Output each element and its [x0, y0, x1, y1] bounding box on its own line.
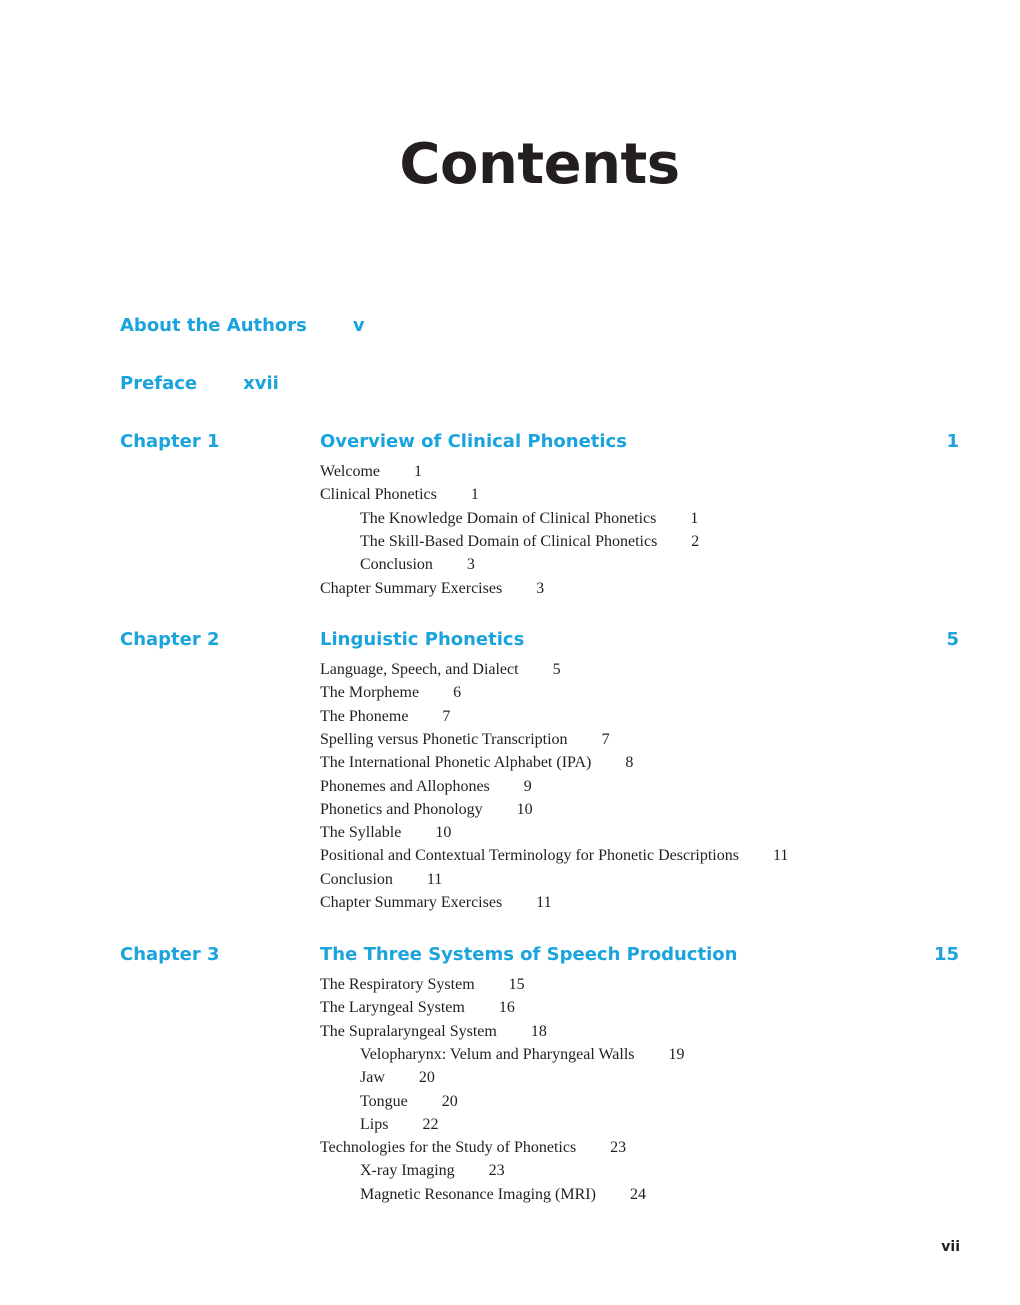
front-matter-page: v — [352, 315, 365, 336]
chapter-page: 15 — [933, 944, 959, 965]
chapter-title: Linguistic Phonetics — [320, 629, 525, 650]
toc-entry — [320, 800, 533, 820]
toc-entry-page: 11 — [426, 870, 443, 888]
toc-entry — [320, 1138, 626, 1158]
toc-entry — [360, 555, 475, 575]
chapter-title: Overview of Clinical Phonetics — [320, 431, 627, 452]
toc-entry-title: Chapter Summary Exercises — [320, 894, 503, 911]
toc-entry-title: Tongue — [360, 1092, 408, 1110]
chapter-title: The Three Systems of Speech Production — [320, 944, 738, 965]
toc-entry-page: 7 — [601, 730, 610, 748]
toc-entry-page: 20 — [441, 1092, 458, 1110]
toc-entry — [360, 532, 699, 552]
toc-entry — [360, 509, 698, 529]
toc-entry — [320, 777, 532, 797]
toc-entry — [320, 846, 788, 866]
toc-entry — [320, 870, 442, 890]
toc-entry-title: The International Phonetic Alphabet (IPA) — [320, 754, 592, 772]
toc-entry-page: 8 — [625, 754, 634, 772]
toc-entry-page: 11 — [536, 894, 552, 911]
toc-entry-title: The Skill-Based Domain of Clinical Phonetics — [360, 532, 658, 550]
chapter-page: 1 — [946, 431, 959, 452]
toc-entry-title: Magnetic Resonance Imaging (MRI) — [360, 1185, 596, 1203]
toc-entry-page: 6 — [453, 684, 462, 702]
chapter-label: Chapter 2 — [120, 629, 220, 650]
toc-entry — [320, 462, 422, 482]
chapter-label: Chapter 3 — [120, 944, 220, 965]
toc-entry — [320, 707, 450, 727]
toc-entry-page: 2 — [691, 532, 700, 550]
toc-entry-page: 1 — [414, 463, 423, 480]
toc-entry — [320, 579, 544, 599]
toc-entry-page: 1 — [470, 486, 479, 504]
toc-entry — [320, 998, 515, 1018]
toc-entry-title: Chapter Summary Exercises — [320, 579, 503, 597]
toc-entry-title: Velopharynx: Velum and Pharyngeal Walls — [360, 1045, 635, 1063]
toc-entry-page: 5 — [552, 661, 561, 678]
toc-entry-title: Phonetics and Phonology — [320, 800, 483, 818]
front-matter-entry — [120, 373, 279, 395]
toc-entry — [360, 1092, 458, 1112]
toc-entry-page: 9 — [523, 777, 532, 795]
toc-entry-page: 1 — [690, 509, 699, 527]
toc-entry-title: Conclusion — [360, 556, 433, 574]
toc-entry — [360, 1115, 438, 1135]
toc-entry-page: 23 — [488, 1162, 505, 1180]
toc-entry — [320, 1022, 547, 1042]
toc-entry-title: Jaw — [360, 1069, 385, 1087]
page-number: vii — [941, 1239, 960, 1255]
toc-entry-title: Language, Speech, and Dialect — [320, 661, 519, 678]
toc-entry-title: Welcome — [320, 463, 381, 480]
toc-entry — [360, 1068, 435, 1088]
toc-entry-page: 16 — [498, 999, 515, 1017]
toc-entry-title: X-ray Imaging — [360, 1162, 455, 1180]
toc-entry-title: The Laryngeal System — [320, 999, 465, 1017]
toc-entry — [360, 1045, 685, 1065]
toc-entry-title: The Syllable — [320, 824, 402, 842]
toc-entry-title: Spelling versus Phonetic Transcription — [320, 730, 568, 748]
front-matter-entry — [120, 315, 365, 337]
toc-entry — [360, 1161, 505, 1181]
toc-entry-title: Lips — [360, 1115, 389, 1133]
toc-entry-page: 18 — [530, 1022, 547, 1040]
front-matter-label: About the Authors — [120, 315, 307, 336]
toc-entry-page: 15 — [508, 976, 525, 993]
page-title: Contents — [399, 132, 680, 197]
toc-entry-page: 11 — [772, 847, 789, 865]
toc-entry — [320, 485, 479, 505]
toc-entry-page: 3 — [466, 556, 475, 574]
toc-entry — [320, 660, 561, 680]
toc-entry — [320, 683, 461, 703]
toc-entry — [320, 893, 552, 913]
toc-entry-title: The Respiratory System — [320, 976, 475, 993]
toc-entry — [320, 730, 610, 750]
toc-entry-title: Positional and Contextual Terminology for Phonetic Descriptions — [320, 847, 739, 865]
toc-entry — [320, 823, 451, 843]
toc-entry-page: 19 — [668, 1045, 685, 1063]
toc-entry-page: 24 — [629, 1185, 646, 1203]
toc-entry-page: 10 — [516, 800, 533, 818]
toc-entry-title: Conclusion — [320, 870, 393, 888]
toc-entry-page: 10 — [435, 824, 452, 842]
toc-entry-title: Phonemes and Allophones — [320, 777, 490, 795]
toc-entry — [320, 975, 525, 995]
front-matter-label: Preface — [120, 373, 198, 394]
toc-entry-title: The Supralaryngeal System — [320, 1022, 497, 1040]
toc-entry-page: 7 — [442, 707, 451, 725]
chapter-page: 5 — [946, 629, 959, 650]
toc-entry-page: 20 — [418, 1069, 435, 1087]
front-matter-page: xvii — [243, 373, 279, 394]
toc-entry-page: 22 — [422, 1115, 439, 1133]
toc-entry-title: The Morpheme — [320, 684, 420, 702]
toc-entry-title: Clinical Phonetics — [320, 486, 437, 504]
toc-entry-page: 23 — [610, 1139, 627, 1157]
toc-entry-page: 3 — [536, 579, 545, 597]
toc-entry-title: The Phoneme — [320, 707, 409, 725]
toc-entry-title: The Knowledge Domain of Clinical Phonetics — [360, 509, 657, 527]
toc-entry — [360, 1185, 646, 1205]
toc-entry — [320, 753, 633, 773]
toc-entry-title: Technologies for the Study of Phonetics — [320, 1139, 577, 1157]
chapter-label: Chapter 1 — [120, 431, 220, 452]
